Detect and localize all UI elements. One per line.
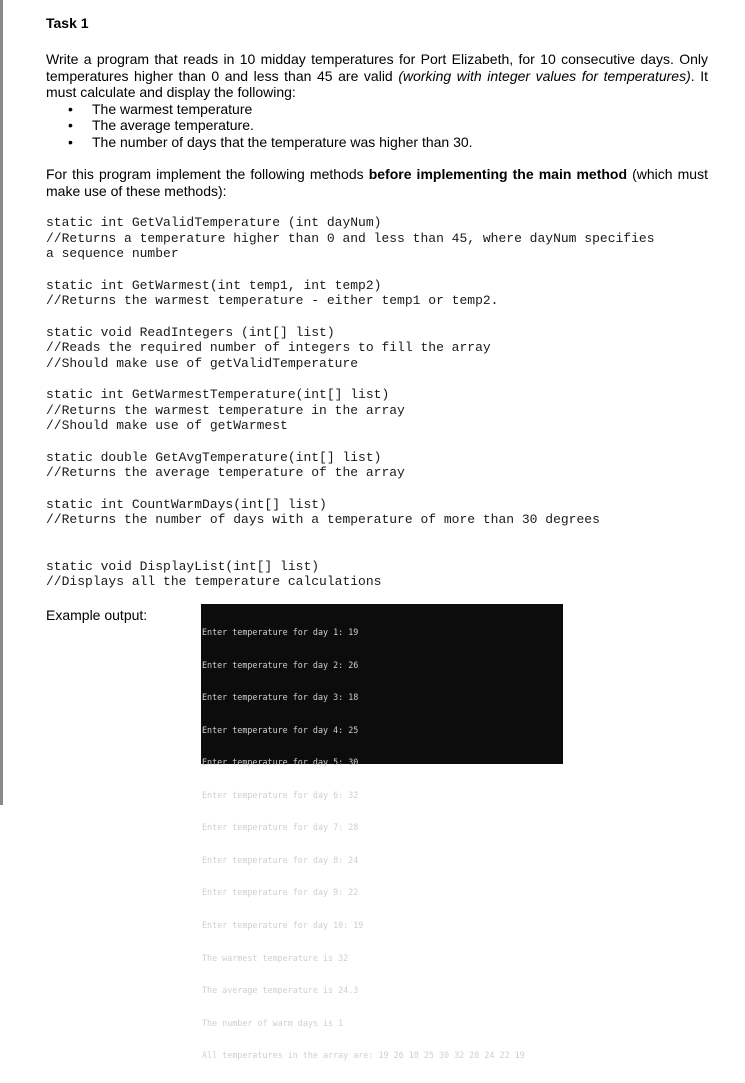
console-line: Enter temperature for day 1: 19 [202, 627, 359, 638]
method-block [46, 278, 708, 309]
method-comment: //Should make use of getValidTemperature [46, 355, 359, 371]
method-signature: static double GetAvgTemperature(int[] list) [46, 449, 382, 465]
method-signature: static int CountWarmDays(int[] list) [46, 496, 327, 512]
list-item: • The warmest temperature [68, 100, 253, 117]
method-signature: static int GetWarmest(int temp1, int temp2) [46, 277, 382, 293]
methods-intro-bold: before implementing the main method [368, 166, 628, 182]
method-block [46, 387, 708, 434]
console-line: The average temperature is 24.3 [202, 985, 359, 996]
console-line: Enter temperature for day 10: 19 [202, 919, 364, 930]
method-block [46, 497, 708, 528]
example-output-section [46, 606, 708, 1061]
console-line: Enter temperature for day 8: 24 [202, 854, 359, 865]
bullet-icon: • [68, 133, 73, 150]
method-block [46, 450, 708, 481]
method-comment: //Returns the number of days with a temperature of more than 30 degrees [46, 512, 600, 527]
console-screenshot [201, 604, 563, 1061]
intro-end-text: . It must calculate and display the following: [46, 67, 709, 100]
console-line: Enter temperature for day 7: 28 [202, 822, 359, 833]
intro-italic-text: (working with integer values for temperatures) [398, 67, 691, 84]
intro-paragraph [46, 51, 708, 101]
method-comment: //Displays all the temperature calculations [46, 574, 382, 589]
method-signature: static int GetWarmestTemperature(int[] list) [46, 387, 390, 402]
bullet-icon: • [68, 100, 73, 117]
task-title: Task 1 [46, 15, 89, 31]
console-line: Enter temperature for day 3: 18 [202, 692, 359, 703]
example-output-label: Example output: [46, 606, 148, 623]
console-line: The warmest temperature is 32 [202, 952, 349, 963]
console-line: Enter temperature for day 2: 26 [202, 659, 359, 670]
console-line: Enter temperature for day 6: 32 [202, 789, 359, 800]
method-block [46, 215, 708, 262]
console-line: Enter temperature for day 9: 22 [202, 887, 359, 898]
method-comment: //Returns the average temperature of the array [46, 465, 405, 480]
methods-intro-paragraph: For this program implement the following methods before implementing the main method (which must make use of these methods): [46, 166, 708, 199]
console-line: Enter temperature for day 5: 30 [202, 757, 359, 768]
method-block [46, 325, 708, 372]
bullet-icon: • [68, 117, 73, 133]
console-line: The number of warm days is 1 [202, 1017, 344, 1028]
console-line: All temperatures in the array are: 19 26 18 25 30 32 28 24 22 19 [202, 1050, 525, 1061]
method-comment: //Returns the warmest temperature in the array [46, 402, 405, 418]
list-item: • The average temperature. [68, 117, 254, 133]
method-signature: static void ReadIntegers (int[] list) [46, 324, 335, 340]
list-item: • The number of days that the temperature was higher than 30. [68, 133, 473, 150]
document-page [46, 14, 709, 1061]
method-comment: a sequence number [46, 246, 179, 261]
intro-text: Write a program that reads in 10 midday temperatures for Port Elizabeth, for 10 consecutive days. Only temperatures higher than 0 and less than 45 are valid [46, 51, 708, 84]
page-left-border [0, 0, 3, 805]
method-block [46, 559, 708, 590]
method-signature: static void DisplayList(int[] list) [46, 558, 320, 574]
method-comment: //Returns a temperature higher than 0 and less than 45, where dayNum specifies [46, 230, 655, 246]
console-line: Enter temperature for day 4: 25 [202, 724, 359, 735]
method-signature: static int GetValidTemperature (int dayNum) [46, 215, 382, 230]
method-comment: //Returns the warmest temperature - either temp1 or temp2. [46, 293, 499, 308]
method-comment: //Reads the required number of integers to fill the array [46, 340, 491, 355]
method-comment: //Should make use of getWarmest [46, 418, 288, 433]
requirements-list [46, 101, 708, 151]
